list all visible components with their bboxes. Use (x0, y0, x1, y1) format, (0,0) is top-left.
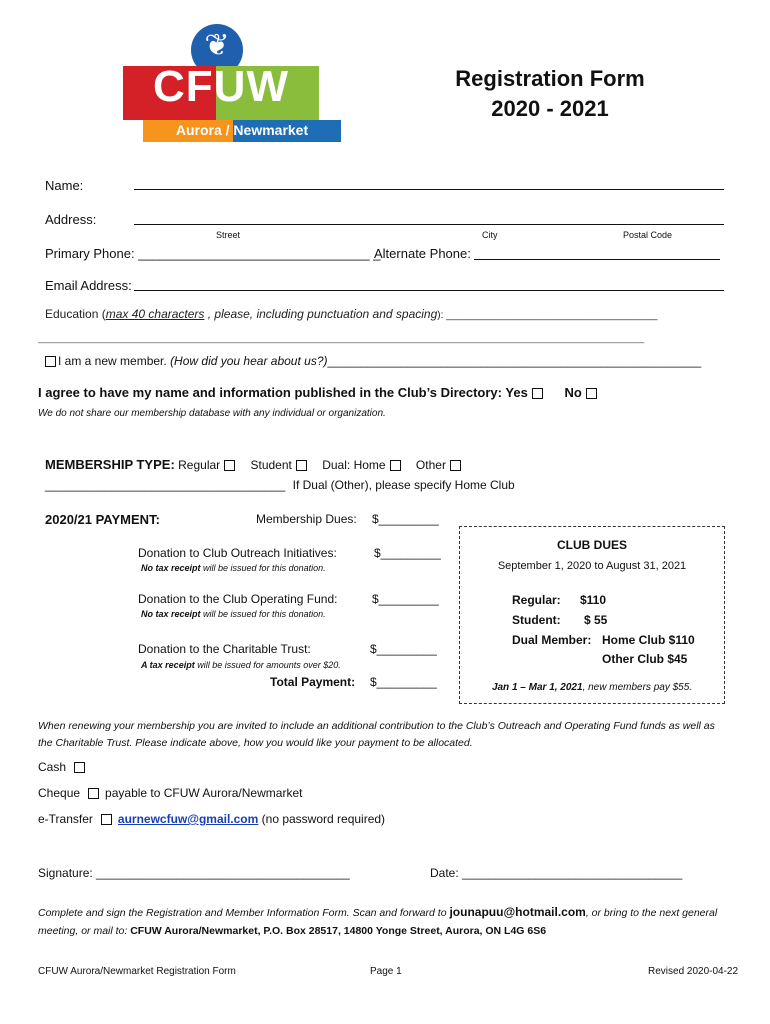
directory-yes-label: Yes (505, 385, 528, 400)
operating-label: Donation to the Club Operating Fund: (138, 592, 338, 606)
education-hint: max 40 characters (105, 307, 205, 321)
primary-phone-label: Primary Phone: (45, 246, 135, 261)
primary-phone-field[interactable]: ________________________________ _ (138, 246, 381, 261)
club-dues-title: CLUB DUES (556, 538, 627, 552)
name-label: Name: (45, 178, 84, 193)
directory-row (38, 385, 597, 400)
membership-dues-label: Membership Dues: (256, 512, 357, 526)
submission-email[interactable]: jounapuu@hotmail.com (449, 905, 586, 919)
date-label: Date: (430, 866, 459, 880)
name-field[interactable] (134, 189, 724, 190)
regular-dues-value: $110 (580, 593, 607, 607)
submission-note-text: Complete and sign the Registration and Member Information Form. Scan and forward to (38, 907, 450, 919)
regular-dues-label: Regular: (512, 593, 561, 607)
signature-row (38, 866, 350, 880)
operating-field[interactable]: $_________ (372, 592, 439, 606)
outreach-field[interactable]: $_________ (374, 546, 441, 560)
hear-about-us-label: (How did you hear about us?) (170, 354, 328, 368)
footer-page-number: Page 1 (370, 966, 402, 977)
regular-label: Regular (178, 458, 221, 472)
hear-about-us-field[interactable]: ________________________________________________________ (327, 354, 702, 368)
alternate-phone-label: Alternate Phone: (374, 246, 471, 261)
charitable-note-bold: A tax receipt (141, 660, 195, 670)
student-checkbox[interactable] (296, 460, 307, 471)
date-field[interactable]: _________________________________ (462, 866, 683, 880)
directory-yes-checkbox[interactable] (532, 388, 543, 399)
club-dues-period: September 1, 2020 to August 31, 2021 (497, 560, 687, 572)
operating-note-bold: No tax receipt (141, 609, 201, 619)
directory-no-checkbox[interactable] (586, 388, 597, 399)
operating-note (141, 609, 326, 619)
membership-dues-field[interactable]: $_________ (372, 512, 439, 526)
outreach-note (141, 563, 326, 573)
charitable-note-rest: will be issued for amounts over $20. (194, 660, 341, 670)
cheque-checkbox[interactable] (88, 788, 99, 799)
dual-home-label: Dual: Home (322, 458, 386, 472)
new-member-checkbox[interactable] (45, 356, 56, 367)
submission-note (38, 903, 738, 940)
dual-home-checkbox[interactable] (390, 460, 401, 471)
date-row (430, 866, 682, 880)
directory-no-label: No (564, 385, 582, 400)
etransfer-label: e-Transfer (38, 812, 93, 826)
dual-home-club-note: If Dual (Other), please specify Home Club (292, 478, 515, 492)
student-dues-value: $ 55 (584, 613, 608, 627)
maple-leaf-icon: ❦ (204, 28, 230, 63)
operating-note-rest: will be issued for this donation. (200, 609, 326, 619)
cash-checkbox[interactable] (74, 762, 85, 773)
cheque-row (38, 786, 302, 800)
street-label: Street (216, 230, 241, 240)
dual-home-club-value: Home Club $110 (602, 633, 695, 647)
signature-label: Signature: (38, 866, 93, 880)
membership-type-row (45, 457, 461, 472)
cash-label: Cash (38, 760, 67, 774)
outreach-label: Donation to Club Outreach Initiatives: (138, 546, 337, 560)
dual-other-club-value: Other Club $45 (602, 652, 688, 666)
club-dues-note-bold: Jan 1 – Mar 1, 2021 (491, 682, 583, 693)
cheque-label: Cheque (38, 786, 81, 800)
email-label: Email Address: (45, 278, 132, 293)
outreach-note-bold: No tax receipt (141, 563, 201, 573)
new-member-row (45, 354, 701, 368)
mailing-address: CFUW Aurora/Newmarket, P.O. Box 28517, 14800 Yonge Street, Aurora, ON L4G 6S6 (130, 925, 547, 937)
etransfer-note: (no password required) (261, 812, 386, 826)
etransfer-row (38, 812, 385, 826)
footer-form-name: CFUW Aurora/Newmarket Registration Form (38, 966, 236, 977)
education-label: Education ( (45, 307, 106, 321)
directory-question: I agree to have my name and information published in the Club’s Directory: (38, 385, 502, 400)
membership-type-label: MEMBERSHIP TYPE: (45, 457, 175, 472)
education-field[interactable]: ): ______________________________________ (437, 310, 658, 321)
education-continuation-line[interactable]: _____________________________________________________________________________________________________________ (38, 333, 645, 344)
postal-code-label: Postal Code (623, 230, 673, 240)
signature-field[interactable]: ______________________________________ (96, 866, 350, 880)
student-dues-label: Student: (512, 613, 561, 627)
other-checkbox[interactable] (450, 460, 461, 471)
charitable-label: Donation to the Charitable Trust: (138, 642, 311, 656)
directory-note: We do not share our membership database with any individual or organization. (38, 408, 386, 419)
outreach-note-rest: will be issued for this donation. (200, 563, 326, 573)
form-year: 2020 - 2021 (491, 96, 609, 121)
dual-home-club-row (45, 478, 515, 492)
city-label: City (482, 230, 498, 240)
logo-subtitle: Aurora / Newmarket (175, 122, 309, 138)
address-label: Address: (45, 212, 97, 227)
club-dues-note (459, 682, 725, 693)
footer-revised-date: Revised 2020-04-22 (648, 966, 739, 977)
dual-dues-label: Dual Member: (512, 633, 592, 647)
logo-name: CFUW (153, 62, 289, 111)
payment-label: 2020/21 PAYMENT: (45, 512, 160, 527)
submission-note-text-2: , or bring to the next general meeting, or mail to: (38, 907, 718, 937)
alternate-phone-field[interactable] (474, 259, 720, 260)
cheque-payable: payable to CFUW Aurora/Newmarket (105, 786, 303, 800)
club-dues-note-rest: , new members pay $55. (582, 682, 693, 693)
student-label: Student (250, 458, 292, 472)
regular-checkbox[interactable] (224, 460, 235, 471)
email-field[interactable] (134, 290, 724, 291)
education-row (45, 307, 658, 321)
address-field[interactable] (134, 224, 724, 225)
primary-phone-row (45, 246, 380, 261)
etransfer-checkbox[interactable] (101, 814, 112, 825)
other-label: Other (415, 458, 446, 472)
form-title: Registration Form (455, 66, 645, 91)
etransfer-email-link[interactable]: aurnewcfuw@gmail.com (117, 812, 259, 826)
charitable-field[interactable]: $_________ (370, 642, 437, 656)
total-payment-field[interactable]: $_________ (370, 675, 437, 689)
new-member-label: I am a new member. (58, 354, 167, 368)
education-hint-rest: , please, including punctuation and spacing (204, 307, 438, 321)
cash-row (38, 760, 85, 774)
total-payment-label: Total Payment: (270, 675, 356, 689)
charitable-note (141, 660, 341, 670)
renewal-note: When renewing your membership you are invited to include an additional contribution to the Club’s Outreach and Operating Fund funds as well as the Charitable Trust. Please indicate above, how you would like your payment to be allocated. (38, 720, 715, 749)
home-club-field[interactable]: ____________________________________ (45, 478, 286, 492)
